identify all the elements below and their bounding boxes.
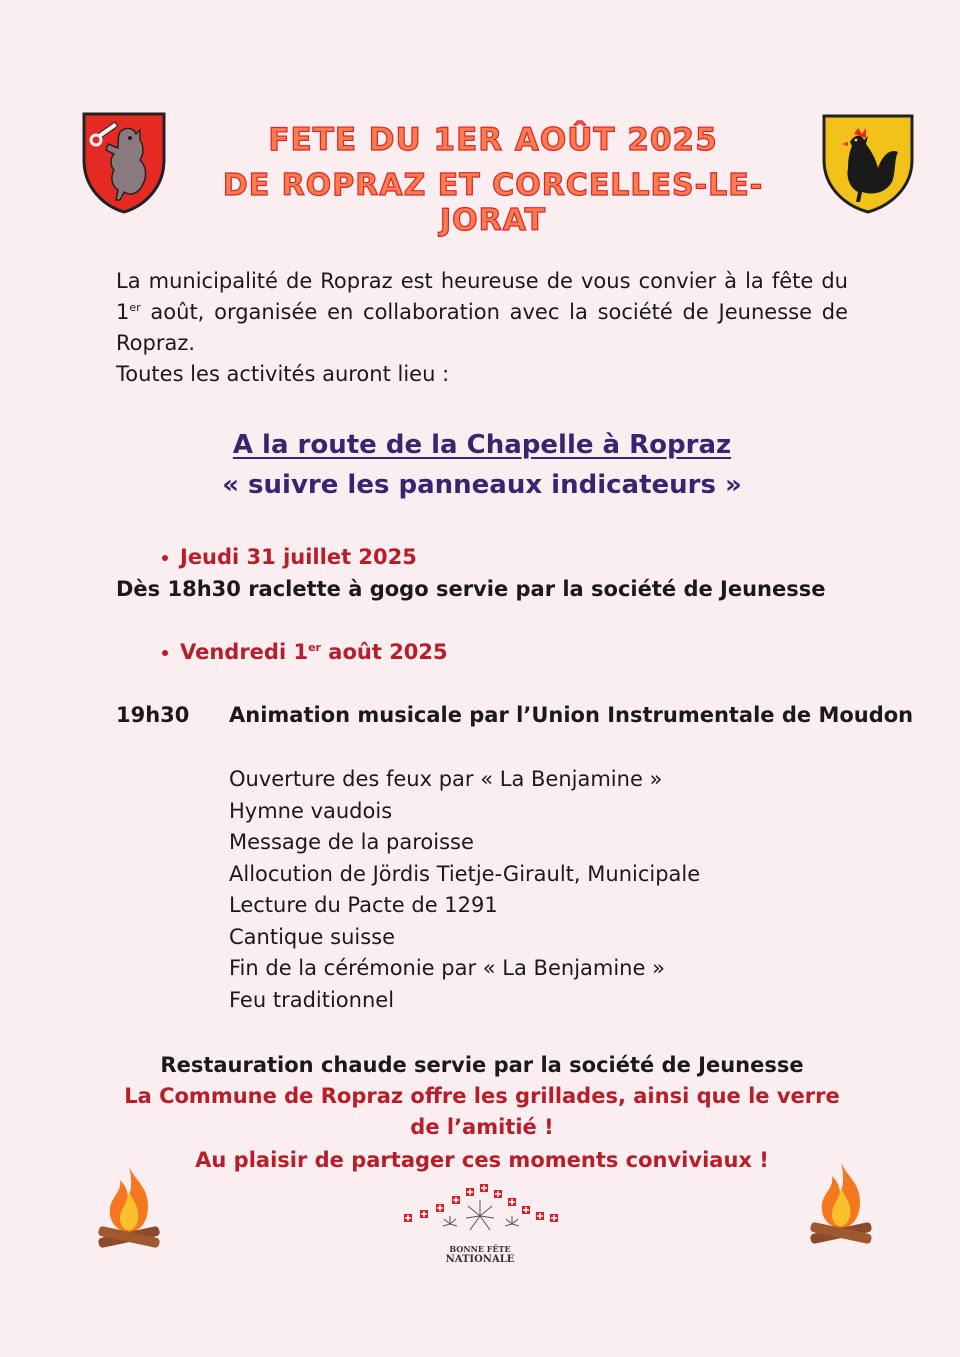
ropraz-coat-of-arms-icon: [80, 110, 168, 214]
program-animation: Animation musicale par l’Union Instrumentale de Moudon: [229, 703, 914, 727]
bullet-icon: [162, 650, 168, 656]
day1-detail: Dès 18h30 raclette à gogo servie par la société de Jeunesse: [116, 577, 826, 601]
location-block: [116, 426, 848, 506]
corcelles-coat-of-arms-icon: [820, 112, 916, 214]
bonfire-icon: [94, 1162, 164, 1252]
location-line2: « suivre les panneaux indicateurs »: [222, 470, 742, 500]
program-item: Hymne vaudois: [229, 798, 393, 823]
logo-small-text2: NATIONALE: [445, 1254, 515, 1265]
day2-label-superscript: er: [308, 641, 321, 654]
closing-line1: Restauration chaude servie par la société de Jeunesse: [160, 1053, 804, 1077]
program-item: Message de la paroisse: [229, 830, 474, 854]
logo-small-text1: BONNE FÊTE: [449, 1244, 511, 1254]
program-item: Allocution de Jördis Tietje-Girault, Municipale: [229, 861, 701, 886]
program-time: 19h30: [116, 703, 190, 727]
program-item: Fin de la cérémonie par « La Benjamine »: [229, 956, 665, 980]
page-title-line1: FETE DU 1ER AOÛT 2025: [268, 122, 718, 158]
program-item: Feu traditionnel: [229, 987, 395, 1012]
closing-line2: La Commune de Ropraz offre les grillades, ainsi que le verre de l’amitié !: [124, 1084, 840, 1139]
bullet-icon: [162, 555, 168, 561]
closing-line3: Au plaisir de partager ces moments conviviaux !: [195, 1148, 769, 1172]
day2-label-part1: Vendredi 1: [180, 640, 309, 664]
program-list: [229, 764, 849, 1016]
invitation-superscript: er: [129, 301, 141, 314]
day2-heading: [162, 640, 448, 664]
invitation-paragraph: [116, 266, 848, 359]
page-title-line2: DE ROPRAZ ET CORCELLES-LE-JORAT: [222, 168, 764, 238]
activities-line: Toutes les activités auront lieu :: [116, 362, 450, 386]
swiss-flags-garland-icon: [400, 1176, 560, 1246]
program-item: Ouverture des feux par « La Benjamine »: [229, 767, 663, 791]
location-line1: A la route de la Chapelle à Ropraz: [232, 430, 732, 460]
invitation-part1: La municipalité de Ropraz est heureuse de vous convier à la fête du 1: [116, 269, 848, 324]
swiss-national-day-logo: [400, 1176, 560, 1316]
closing-block: [116, 1050, 848, 1176]
invitation-part2: août, organisée en collaboration avec la société de Jeunesse de Ropraz.: [116, 300, 848, 355]
day1-label: Jeudi 31 juillet 2025: [180, 545, 417, 569]
day1-heading: [162, 545, 417, 569]
program-item: Cantique suisse: [229, 924, 396, 949]
program-item: Lecture du Pacte de 1291: [229, 893, 498, 917]
intro-text: [116, 266, 848, 390]
day2-label-part2: août 2025: [320, 640, 448, 664]
bonfire-icon: [806, 1158, 876, 1248]
